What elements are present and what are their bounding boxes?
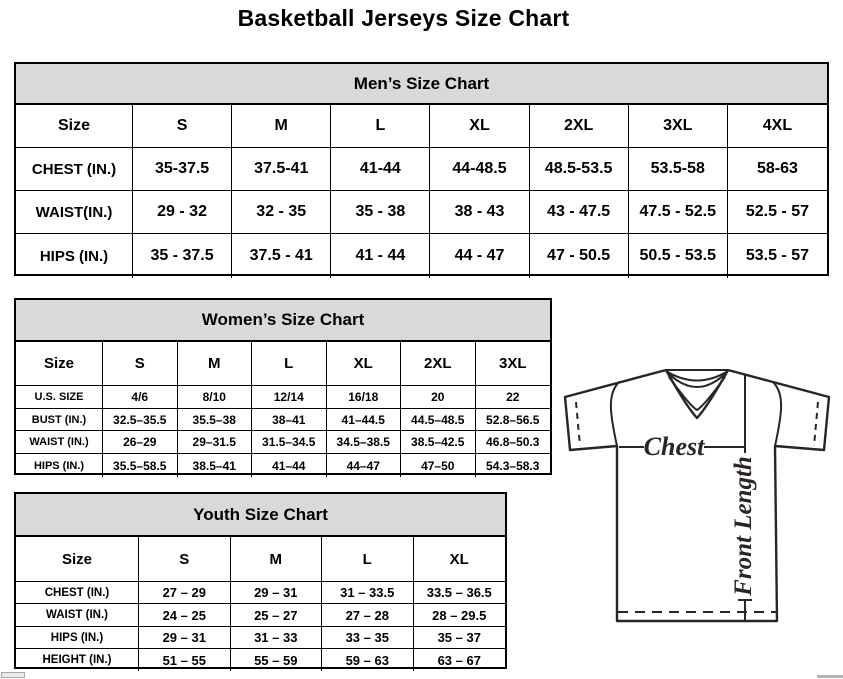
table-cell: 38 - 43 <box>430 191 529 234</box>
table-cell: 47 - 50.5 <box>530 234 629 278</box>
right-cuff-dashed-line <box>814 402 818 446</box>
table-cell: 51 – 55 <box>139 649 231 671</box>
column-header: M <box>178 342 253 386</box>
column-header: S <box>133 105 232 148</box>
table-cell: 47–50 <box>401 454 476 477</box>
table-cell: 44–47 <box>327 454 402 477</box>
column-header: S <box>103 342 178 386</box>
front-length-label: Front Length <box>730 456 757 596</box>
youth-size-table <box>14 492 507 669</box>
column-header: XL <box>414 537 506 582</box>
row-label: WAIST(IN.) <box>16 191 133 234</box>
horizontal-scrollbar-fragment-right[interactable] <box>817 675 843 678</box>
column-header: S <box>139 537 231 582</box>
row-label: U.S. SIZE <box>16 386 103 409</box>
table-cell: 43 - 47.5 <box>530 191 629 234</box>
mens-table-title: Men’s Size Chart <box>16 64 827 105</box>
table-cell: 41-44 <box>331 148 430 191</box>
column-header: M <box>231 537 323 582</box>
table-cell: 12/14 <box>252 386 327 409</box>
right-armhole-seam <box>773 382 781 446</box>
column-header: Size <box>16 105 133 148</box>
column-header: L <box>331 105 430 148</box>
table-cell: 37.5 - 41 <box>232 234 331 278</box>
left-cuff-dashed-line <box>576 402 580 446</box>
row-label: CHEST (IN.) <box>16 148 133 191</box>
table-cell: 29–31.5 <box>178 431 253 454</box>
table-cell: 35.5–38 <box>178 409 253 431</box>
column-header: XL <box>327 342 402 386</box>
youth-table-grid <box>16 537 505 671</box>
table-cell: 25 – 27 <box>231 604 323 627</box>
table-cell: 22 <box>476 386 551 409</box>
table-cell: 41–44 <box>252 454 327 477</box>
row-label: HIPS (IN.) <box>16 234 133 278</box>
table-cell: 27 – 29 <box>139 582 231 604</box>
table-cell: 38–41 <box>252 409 327 431</box>
left-armhole-seam <box>611 382 619 446</box>
table-cell: 52.8–56.5 <box>476 409 551 431</box>
table-cell: 26–29 <box>103 431 178 454</box>
table-cell: 37.5-41 <box>232 148 331 191</box>
mens-table-grid <box>16 105 827 278</box>
table-cell: 20 <box>401 386 476 409</box>
table-cell: 35.5–58.5 <box>103 454 178 477</box>
table-cell: 53.5 - 57 <box>745 247 809 264</box>
chest-label: Chest <box>643 432 705 461</box>
table-cell: 4/6 <box>103 386 178 409</box>
table-cell: 35 - 38 <box>331 191 430 234</box>
table-cell: 35 - 37.5 <box>133 234 232 278</box>
row-label: WAIST (IN.) <box>16 604 139 627</box>
row-label: HEIGHT (IN.) <box>16 649 139 671</box>
table-cell: 44 - 47 <box>430 234 529 278</box>
table-cell: 32.5–35.5 <box>103 409 178 431</box>
column-header: 3XL <box>476 342 551 386</box>
womens-table-title: Women’s Size Chart <box>16 300 550 342</box>
table-cell: 44-48.5 <box>430 148 529 191</box>
jersey-measurement-diagram <box>557 354 840 630</box>
table-cell: 63 – 67 <box>437 652 481 668</box>
column-header: 4XL <box>728 105 827 148</box>
womens-table-grid <box>16 342 550 477</box>
row-label: WAIST (IN.) <box>16 431 103 454</box>
column-header: L <box>252 342 327 386</box>
table-cell: 29 – 31 <box>139 627 231 649</box>
table-cell: 50.5 - 53.5 <box>629 234 728 278</box>
column-header: 3XL <box>629 105 728 148</box>
table-cell: 34.5–38.5 <box>327 431 402 454</box>
table-cell: 52.5 - 57 <box>728 191 827 234</box>
table-cell: 31.5–34.5 <box>252 431 327 454</box>
row-label: HIPS (IN.) <box>16 627 139 649</box>
womens-size-table <box>14 298 552 475</box>
row-label: HIPS (IN.) <box>16 454 103 477</box>
collar-v-inner <box>669 377 725 410</box>
column-header: Size <box>16 342 103 386</box>
table-cell: 24 – 25 <box>139 604 231 627</box>
table-cell: 59 – 63 <box>322 649 414 671</box>
table-cell: 46.8–50.3 <box>476 431 551 454</box>
table-cell: 48.5-53.5 <box>530 148 629 191</box>
row-label: CHEST (IN.) <box>16 582 139 604</box>
column-header: XL <box>430 105 529 148</box>
table-cell: 16/18 <box>327 386 402 409</box>
youth-table-title: Youth Size Chart <box>16 494 505 537</box>
table-cell: 38.5–42.5 <box>401 431 476 454</box>
table-cell: 29 – 31 <box>231 582 323 604</box>
column-header: L <box>322 537 414 582</box>
table-cell: 41 - 44 <box>331 234 430 278</box>
table-cell: 31 – 33 <box>231 627 323 649</box>
table-cell: 55 – 59 <box>231 649 323 671</box>
table-cell: 33 – 35 <box>322 627 414 649</box>
column-header: 2XL <box>401 342 476 386</box>
table-cell: 35 – 37 <box>414 627 506 649</box>
table-cell: 41–44.5 <box>327 409 402 431</box>
table-cell: 28 – 29.5 <box>414 604 506 627</box>
mens-size-table <box>14 62 829 276</box>
column-header: M <box>232 105 331 148</box>
table-cell: 35-37.5 <box>133 148 232 191</box>
table-cell: 27 – 28 <box>322 604 414 627</box>
column-header: Size <box>16 537 139 582</box>
row-label: BUST (IN.) <box>16 409 103 431</box>
table-cell: 8/10 <box>178 386 253 409</box>
table-cell: 53.5-58 <box>629 148 728 191</box>
table-cell: 38.5–41 <box>178 454 253 477</box>
table-cell: 33.5 – 36.5 <box>414 582 506 604</box>
horizontal-scrollbar-fragment-left[interactable] <box>1 672 25 678</box>
table-cell: 44.5–48.5 <box>401 409 476 431</box>
page-title: Basketball Jerseys Size Chart <box>237 5 570 31</box>
table-cell: 54.3–58.3 <box>486 458 540 473</box>
jersey-outline <box>565 370 829 621</box>
table-cell: 32 - 35 <box>232 191 331 234</box>
column-header: 2XL <box>530 105 629 148</box>
table-cell: 29 - 32 <box>133 191 232 234</box>
table-cell: 58-63 <box>728 148 827 191</box>
table-cell: 47.5 - 52.5 <box>629 191 728 234</box>
table-cell: 31 – 33.5 <box>322 582 414 604</box>
